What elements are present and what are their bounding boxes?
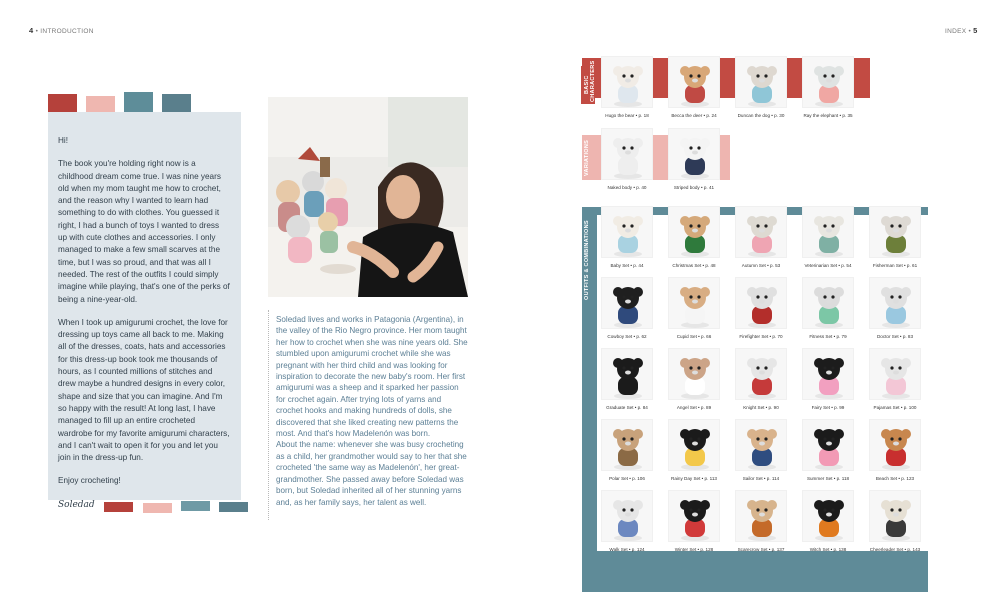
author-bio	[276, 314, 468, 508]
outfit-set-6-thumbnail	[601, 277, 653, 329]
outfit-set-14-thumbnail	[802, 348, 854, 400]
basic-character-3-thumbnail	[735, 56, 787, 108]
outfit-set-12-caption: Angel Set • p. 89	[676, 405, 712, 410]
outfit-set-16-thumbnail	[601, 419, 653, 471]
variation-1-caption: Naked body • p. 40	[607, 185, 647, 190]
basic-character-2-caption: Becca the deer • p. 24	[671, 113, 717, 118]
outfit-set-24-thumbnail	[802, 490, 854, 542]
outfit-set-21-thumbnail	[601, 490, 653, 542]
basic-character-4-caption: Ray the elephant • p. 35	[803, 113, 853, 118]
outfit-set-5-thumbnail	[869, 206, 921, 258]
outfit-set-8-thumbnail	[735, 277, 787, 329]
variation-2-caption: Striped body • p. 41	[673, 185, 715, 190]
outfits-label: OUTFITS & COMBINATIONS	[584, 220, 590, 300]
bottom-swatch-red	[104, 502, 133, 512]
bio-paragraph-2: About the name: whenever she was busy crocheting as a child, her grandmother would say to her that she crocheted 'the same way as Madelenón', her great-grandmother. She passed away before Soledad was born, but Soledad inherited all of her stunning yarns and, as her family says, her talent as well.	[276, 440, 467, 507]
color-swatch-teal	[124, 92, 153, 112]
outfit-set-7-thumbnail	[668, 277, 720, 329]
outfit-set-13-caption: Knight Set • p. 90	[743, 405, 779, 410]
outfit-set-20-thumbnail	[869, 419, 921, 471]
left-page-number: 4	[29, 26, 34, 35]
letter-closing: Enjoy crocheting!	[58, 476, 121, 486]
outfit-set-22-thumbnail	[668, 490, 720, 542]
outfit-set-19-caption: Summer Set • p. 118	[806, 476, 850, 481]
outfit-set-18-caption: Sailor Set • p. 114	[742, 476, 780, 481]
basic-characters-label: BASIC CHARACTERS	[584, 60, 596, 102]
bottom-swatch-slate	[219, 502, 248, 512]
outfit-set-17-thumbnail	[668, 419, 720, 471]
outfit-set-25-caption: Cheerleader Set • p. 143	[869, 547, 921, 552]
bottom-swatch-teal	[181, 501, 210, 511]
color-swatch-red	[48, 94, 77, 114]
outfit-set-3-caption: Autumn Set • p. 53	[741, 263, 781, 268]
left-page-header: 4 • INTRODUCTION	[29, 26, 94, 35]
outfit-set-12-thumbnail	[668, 348, 720, 400]
outfit-set-24-caption: Witch Set • p. 138	[809, 547, 847, 552]
outfit-set-3-thumbnail	[735, 206, 787, 258]
letter-paragraph-1: The book you're holding right now is a childhood dream come true. I was nine years old when my mom taught me how to crochet, and the reason why I wanted to learn had something to do with clothes. You guessed it right, I had a bunch of toys I wanted to dress up with cute clothes and accessories. I only managed to make a few small scarves at the time, but I was so proud, and that was all I needed. The rest of the outfits I could simply imagine while playing, that's one of the perks of being a nine-year-old.	[58, 159, 230, 304]
right-page-header: INDEX • 5	[945, 26, 978, 35]
outfit-set-9-caption: Fitness Set • p. 79	[809, 334, 847, 339]
outfit-set-8-caption: Firefighter Set • p. 70	[739, 334, 783, 339]
outfit-set-11-thumbnail	[601, 348, 653, 400]
outfit-set-1-caption: Baby Set • p. 44	[610, 263, 644, 268]
basic-character-2-thumbnail	[668, 56, 720, 108]
outfit-set-10-caption: Doctor Set • p. 83	[876, 334, 914, 339]
outfit-set-22-caption: Winter Set • p. 128	[674, 547, 714, 552]
outfit-set-7-caption: Cupid Set • p. 66	[676, 334, 712, 339]
outfit-set-19-thumbnail	[802, 419, 854, 471]
variations-label: VARIATIONS	[584, 139, 590, 177]
outfit-set-20-caption: Beach Set • p. 123	[875, 476, 915, 481]
variation-2-thumbnail	[668, 128, 720, 180]
outfit-set-15-thumbnail	[869, 348, 921, 400]
right-page-number: 5	[973, 26, 978, 35]
basic-character-3-caption: Duncan the dog • p. 30	[737, 113, 785, 118]
outfit-set-14-caption: Fairy Set • p. 99	[811, 405, 845, 410]
basic-character-1-caption: Hugo the bear • p. 18	[605, 113, 649, 118]
right-section-title: INDEX	[945, 28, 967, 35]
letter-signature: Soledad	[58, 499, 95, 510]
letter-paragraph-2: When I took up amigurumi crochet, the love for dressing up toys came all back to me. Making all of the dresses, coats, hats and accessories for this dress-up book took me thousands of hours, as I counted millions of stitches and drew maybe a hundred designs in every color, shape and size that you can imagine. And I'm so happy with the result! At long last, I have managed to fill up an entire crocheted wardrobe for my favorite amigurumi characters, and I can't wait to open it for you and let you join in the dress-up fun.	[58, 317, 230, 463]
outfit-set-10-thumbnail	[869, 277, 921, 329]
outfit-set-15-caption: Pajamas Set • p. 100	[873, 405, 917, 410]
outfit-set-17-caption: Rainy Day Set • p. 113	[671, 476, 717, 481]
outfit-set-5-caption: Fisherman Set • p. 61	[872, 263, 918, 268]
outfit-set-25-thumbnail	[869, 490, 921, 542]
outfit-set-4-thumbnail	[802, 206, 854, 258]
outfit-set-4-caption: Veterinarian Set • p. 54	[804, 263, 852, 268]
outfit-set-13-thumbnail	[735, 348, 787, 400]
outfit-set-11-caption: Graduate Set • p. 84	[606, 405, 648, 410]
outfit-set-2-thumbnail	[668, 206, 720, 258]
basic-character-4-thumbnail	[802, 56, 854, 108]
letter-greeting: Hi!	[58, 136, 69, 145]
outfit-set-23-thumbnail	[735, 490, 787, 542]
bio-divider	[268, 310, 269, 520]
outfit-set-21-caption: Walk Set • p. 124	[609, 547, 645, 552]
bio-paragraph-1: Soledad lives and works in Patagonia (Argentina), in the valley of the Rio Negro province. Her mom taught her how to crochet when she was nine years old. She stumbled upon amigurumi crochet while she was pregnant with her third child and was looking for inspiration to decorate the new baby's room. Her first amigurumi was a sheep and it sparked her passion for crochet again. After trying lots of yarns and crochet hooks and making hundreds of dolls, she discovered that she liked creating new patterns the most. And that's how Madelenón was born.	[276, 315, 468, 439]
outfit-set-16-caption: Polar Set • p. 106	[609, 476, 645, 481]
outfit-set-9-thumbnail	[802, 277, 854, 329]
outfit-set-23-caption: Scarecrow Set • p. 137	[737, 547, 785, 552]
variation-1-thumbnail	[601, 128, 653, 180]
basic-character-1-thumbnail	[601, 56, 653, 108]
outfit-set-18-thumbnail	[735, 419, 787, 471]
outfit-set-6-caption: Cowboy Set • p. 62	[607, 334, 647, 339]
color-swatch-slate	[162, 94, 191, 114]
author-photo	[268, 97, 468, 297]
left-section-title: INTRODUCTION	[40, 28, 94, 35]
outfit-set-2-caption: Christmas Set • p. 48	[672, 263, 716, 268]
bottom-swatch-pink	[143, 503, 172, 513]
intro-letter	[58, 135, 230, 522]
outfit-set-1-thumbnail	[601, 206, 653, 258]
